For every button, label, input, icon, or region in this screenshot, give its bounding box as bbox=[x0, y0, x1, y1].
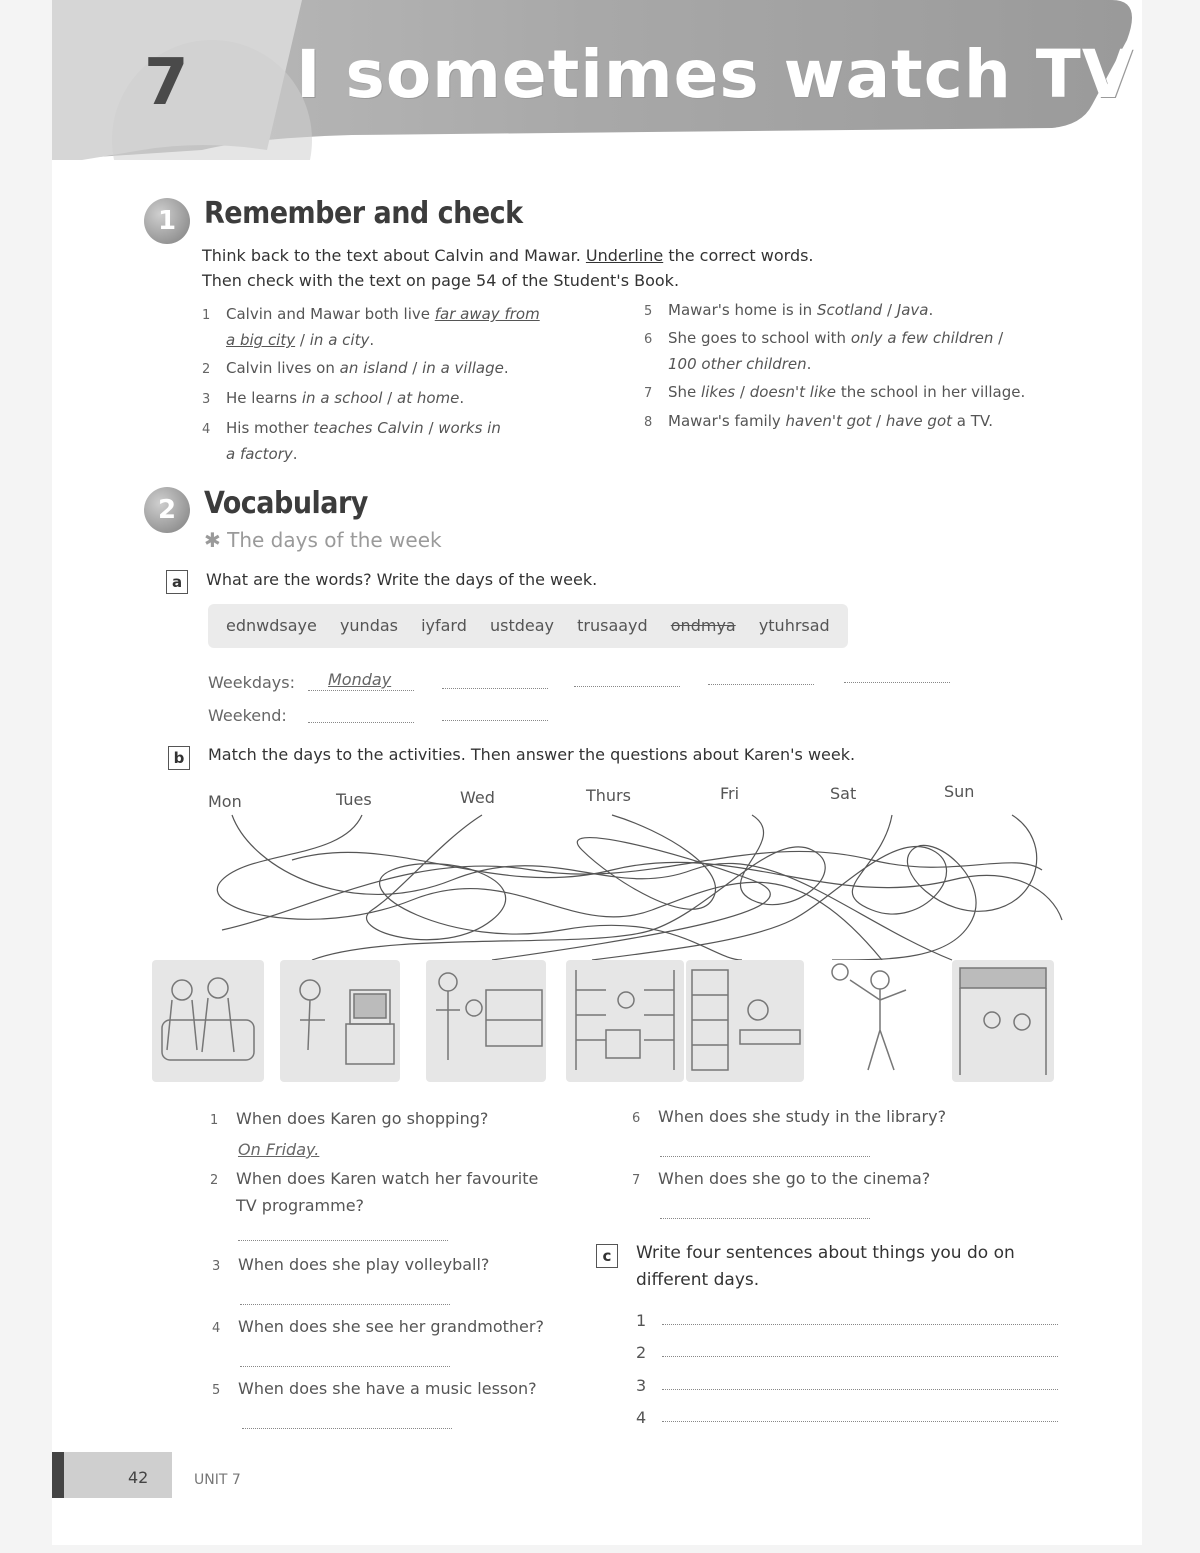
answer-line[interactable] bbox=[574, 686, 680, 687]
question-1: 1 When does Karen go shopping? bbox=[210, 1109, 489, 1128]
question-6: 6 When does she study in the library? bbox=[632, 1107, 947, 1126]
scrambled-word: iyfard bbox=[421, 616, 467, 635]
scrambled-word: yundas bbox=[339, 616, 398, 635]
section-1-badge: 1 bbox=[144, 198, 190, 244]
sentence-line[interactable] bbox=[662, 1421, 1058, 1422]
answer-line[interactable] bbox=[242, 1428, 452, 1429]
scrambled-words-strip bbox=[208, 604, 848, 648]
section-2-subtitle: ✱ The days of the week bbox=[204, 528, 442, 552]
sentence-line-label-1: 1 bbox=[636, 1311, 647, 1330]
sentence-line-label-3: 3 bbox=[636, 1376, 647, 1395]
picture-cinema bbox=[952, 960, 1054, 1082]
question-1-answer: On Friday. bbox=[238, 1140, 320, 1159]
answer-line[interactable] bbox=[240, 1304, 450, 1305]
exercise-b-instruction: Match the days to the activities. Then answer the questions about Karen's week. bbox=[208, 745, 856, 764]
section-1-instructions: Think back to the text about Calvin and Mawar. Underline the correct words. Then check with the text on page 54 of the Student's Book. bbox=[202, 246, 814, 290]
picture-library bbox=[686, 960, 804, 1082]
exercise-c-instruction: Write four sentences about things you do on different days. bbox=[636, 1243, 1015, 1290]
exercise-c-letter: c bbox=[596, 1244, 618, 1268]
section-1-title: Remember and check bbox=[204, 196, 523, 231]
picture-music-lesson bbox=[426, 960, 546, 1082]
scrambled-word: ednwdsaye bbox=[226, 616, 317, 635]
question-4: 4 When does she see her grandmother? bbox=[212, 1317, 544, 1336]
check-item-4: 4 His mother teaches Calvin / works in a factory. bbox=[202, 419, 501, 463]
unit-number: 7 bbox=[144, 46, 189, 120]
tangled-lines-maze bbox=[192, 810, 1072, 970]
check-item-2: 2 Calvin lives on an island / in a village. bbox=[202, 359, 509, 377]
exercise-b-letter: b bbox=[168, 746, 190, 770]
question-2: 2 When does Karen watch her favourite TV programme? bbox=[210, 1169, 539, 1215]
scrambled-word: ytuhrsad bbox=[758, 616, 830, 635]
workbook-page bbox=[52, 0, 1142, 1545]
check-item-1: 1 Calvin and Mawar both live far away from a big city / in a city. bbox=[202, 305, 540, 349]
answer-line[interactable] bbox=[844, 682, 950, 683]
sentence-line[interactable] bbox=[662, 1324, 1058, 1325]
check-item-8: 8 Mawar's family haven't got / have got a TV. bbox=[644, 412, 993, 430]
weekend-label: Weekend: bbox=[208, 706, 287, 725]
day-label-thurs: Thurs bbox=[586, 786, 631, 805]
day-label-tues: Tues bbox=[336, 790, 372, 809]
scrambled-word: ustdeay bbox=[489, 616, 555, 635]
footer-unit-label: UNIT 7 bbox=[194, 1472, 241, 1488]
day-label-fri: Fri bbox=[720, 784, 740, 803]
picture-watching-tv bbox=[280, 960, 400, 1082]
answer-line[interactable] bbox=[238, 1240, 448, 1241]
answer-line[interactable] bbox=[308, 722, 414, 723]
check-item-3: 3 He learns in a school / at home. bbox=[202, 389, 465, 407]
exercise-a-letter: a bbox=[166, 570, 188, 594]
answer-line[interactable] bbox=[442, 688, 548, 689]
star-icon: ✱ bbox=[204, 528, 221, 552]
sentence-line[interactable] bbox=[662, 1356, 1058, 1357]
check-item-7: 7 She likes / doesn't like the school in her village. bbox=[644, 383, 1026, 401]
day-label-wed: Wed bbox=[460, 788, 495, 807]
section-2-title: Vocabulary bbox=[204, 486, 368, 521]
sentence-line-label-4: 4 bbox=[636, 1408, 647, 1427]
answer-line[interactable] bbox=[442, 720, 548, 721]
picture-volleyball bbox=[820, 960, 930, 1082]
sentence-line[interactable] bbox=[662, 1389, 1058, 1390]
scrambled-word-crossed: ondmya bbox=[670, 616, 736, 635]
answer-line[interactable] bbox=[240, 1366, 450, 1367]
day-label-mon: Mon bbox=[208, 792, 242, 811]
section-2-badge: 2 bbox=[144, 487, 190, 533]
answer-line[interactable] bbox=[660, 1218, 870, 1219]
exercise-a-instruction: What are the words? Write the days of the week. bbox=[206, 570, 598, 589]
day-label-sun: Sun bbox=[944, 782, 975, 801]
day-label-sat: Sat bbox=[830, 784, 857, 803]
question-3: 3 When does she play volleyball? bbox=[212, 1255, 490, 1274]
question-7: 7 When does she go to the cinema? bbox=[632, 1169, 931, 1188]
picture-grandmother-visit bbox=[152, 960, 264, 1082]
check-item-6: 6 She goes to school with only a few children / 100 other children. bbox=[644, 329, 1004, 373]
answer-line[interactable] bbox=[660, 1156, 870, 1157]
weekdays-example-answer: Monday bbox=[328, 670, 392, 689]
answer-line[interactable] bbox=[708, 684, 814, 685]
sentence-line-label-2: 2 bbox=[636, 1343, 647, 1362]
scrambled-word: trusaayd bbox=[577, 616, 648, 635]
answer-line[interactable] bbox=[308, 690, 414, 691]
footer-page-tab bbox=[52, 1452, 172, 1498]
unit-title: I sometimes watch TV bbox=[296, 36, 1134, 113]
check-item-5: 5 Mawar's home is in Scotland / Java. bbox=[644, 301, 934, 319]
question-5: 5 When does she have a music lesson? bbox=[212, 1379, 537, 1398]
picture-shopping bbox=[566, 960, 684, 1082]
underline-keyword: Underline bbox=[585, 246, 664, 265]
page-number: 42 bbox=[128, 1468, 149, 1487]
weekdays-label: Weekdays: bbox=[208, 673, 295, 692]
